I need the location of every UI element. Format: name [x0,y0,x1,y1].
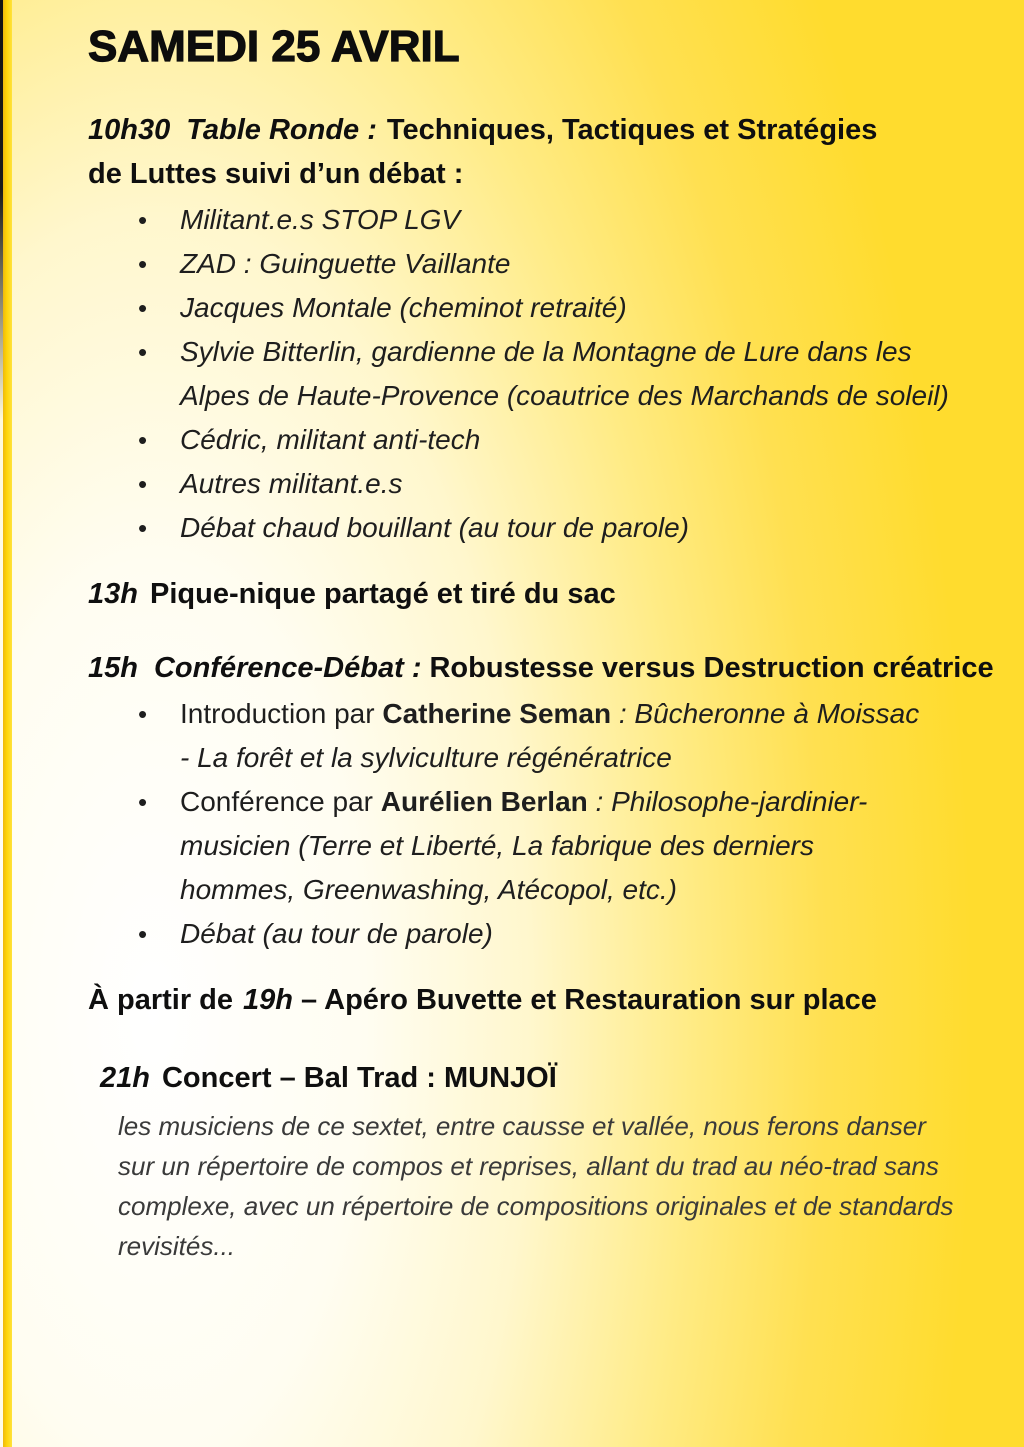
section-heading-table-ronde [88,108,888,196]
list-item [88,242,1010,286]
list-item [88,692,1010,780]
list-item [88,780,1010,912]
program-content [88,24,1010,1266]
left-edge-gold-stripe [3,0,12,1447]
list-item [88,506,1010,550]
list-item [88,418,1010,462]
list-item [88,330,1010,418]
item-text: Autres militant.e.s [180,468,403,499]
item-detail: : Bûcheronne à Moissac - La forêt et la sylviculture régénératrice [180,698,920,773]
section-heading-conference-debat [88,646,1010,690]
item-text: ZAD : Guinguette Vaillante [180,248,511,279]
concert-description: les musiciens de ce sextet, entre causse et vallée, nous ferons danser sur un répertoire de compos et reprises, allant du trad au néo-trad sans complexe, avec un répertoire de compositions originales et de standards revisités... [118,1111,954,1261]
item-text: Débat (au tour de parole) [180,918,493,949]
list-item [88,286,1010,330]
section-time: 21h [100,1062,150,1094]
item-text: Jacques Montale (cheminot retraité) [180,292,627,323]
section-time: 13h [88,578,138,610]
list-item [88,912,1010,956]
item-text: Débat chaud bouillant (au tour de parole) [180,512,690,543]
item-text: Cédric, militant anti-tech [180,424,481,455]
section-heading-apero [88,978,948,1022]
section-time: 15h [88,652,138,684]
table-ronde-speaker-list [88,198,1010,550]
section-title: Pique-nique partagé et tiré du sac [149,578,616,610]
section-title: – Apéro Buvette et Restauration sur place [301,984,877,1016]
item-detail: : Philosophe-jardinier-musicien (Terre et Liberté, La fabrique des derniers hommes, Greenwashing, Atécopol, etc.) [180,786,868,905]
conference-item-list [88,692,1010,956]
item-prefix: Introduction par [180,698,383,729]
section-prefix: À partir de [88,984,234,1016]
section-label: Table Ronde : [186,114,377,146]
speaker-name: Catherine Seman [382,698,612,729]
section-title: Concert – Bal Trad : MUNJOÏ [161,1062,557,1094]
speaker-name: Aurélien Berlan [380,786,588,817]
section-time: 10h30 [88,114,171,146]
list-item [88,462,1010,506]
item-prefix: Conférence par [180,786,381,817]
list-item [88,198,1010,242]
item-text: Sylvie Bitterlin, gardienne de la Montagne de Lure dans les Alpes de Haute-Provence (coautrice des Marchands de soleil) [180,336,949,411]
section-time: 19h [243,984,294,1016]
item-text: Militant.e.s STOP LGV [180,204,461,235]
section-heading-pique-nique [88,572,1010,616]
day-title: SAMEDI 25 AVRIL [88,22,460,71]
section-heading-concert [88,1056,1010,1100]
section-title: Techniques, Tactiques et Stratégies de Luttes suivi d’un débat : [88,114,878,190]
section-label: Conférence-Débat : [153,652,422,684]
section-title: Robustesse versus Destruction créatrice [429,652,994,684]
